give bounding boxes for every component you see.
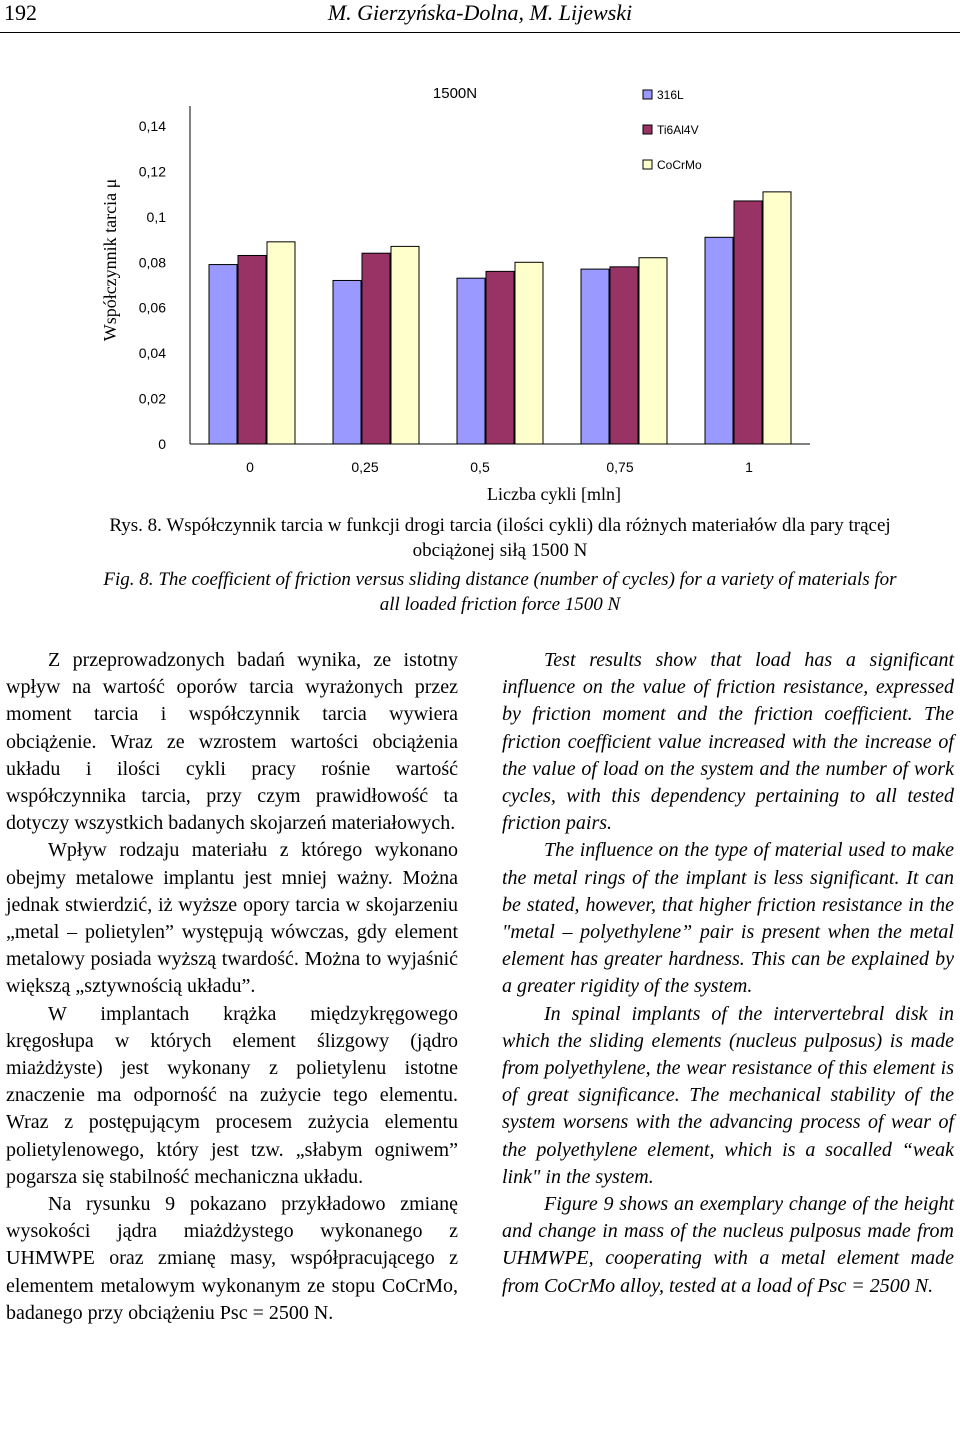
bar [333, 280, 361, 444]
page-header [0, 0, 960, 30]
paragraph-pl-3: W implantach krążka międzykręgowego kręgosłupa w których element ślizgowy (jądro miażdżyste) jest wykonany z polietylenu istotne znaczenie ma odporność na zużycie tego elementu. Wraz z postępującym procesem zużycia elementu polietylenowego, który jest tzw. „słabym ogniwem” pogarsza się stabilność mechaniczna układu. [6, 1002, 458, 1188]
bar [267, 242, 295, 444]
figure-caption-english [100, 567, 900, 617]
paragraph-en-2: The influence on the type of material used to make the metal rings of the implant is less significant. It can be stated, however, that higher friction resistance in the "metal – polyethylene” pair is present when the metal element has greater hardness. This can be explained by a greater rigidity of the system. [502, 839, 954, 998]
header-rule [0, 32, 960, 33]
friction-coefficient-bar-chart [0, 60, 960, 510]
bar [486, 271, 514, 444]
bar [763, 192, 791, 444]
chart-title: 1500N [432, 85, 478, 102]
bar [457, 278, 485, 444]
chart-legend [643, 88, 702, 172]
y-tick-label: 0,06 [138, 299, 166, 316]
paragraph-en-4: Figure 9 shows an exemplary change of the height and change in mass of the nucleus pulposus made from UHMWPE, cooperating with a metal element made from CoCrMo alloy, tested at a load of Psc = 2500 N. [502, 1193, 954, 1297]
x-tick-label: 0,25 [351, 459, 379, 475]
x-tick-label: 0,75 [606, 459, 634, 475]
bar [362, 253, 390, 444]
legend-label: Ti6Al4V [657, 123, 699, 137]
bar [581, 269, 609, 444]
chart-bars [209, 192, 791, 444]
y-tick-label: 0,02 [138, 390, 166, 407]
caption-en-text: The coefficient of friction versus sliding distance (number of cycles) for a variety of materials for all loaded friction force 1500 N [158, 569, 897, 615]
x-tick-label: 0,5 [470, 459, 490, 475]
x-axis-title: Liczba cykli [mln] [487, 484, 621, 504]
bar [639, 258, 667, 444]
figure-caption-polish [100, 513, 900, 563]
x-tick-label: 0 [246, 459, 254, 475]
legend-label: 316L [657, 88, 684, 102]
bar [610, 267, 638, 444]
paragraph-pl-4: Na rysunku 9 pokazano przykładowo zmianę wysokości jądra miażdżystego wykonanego z UHMWPE oraz zmianę masy, współpracującego z elementem metalowym wykonanym ze stopu CoCrMo, badanego przy obciążeniu Psc = 2500 N. [6, 1193, 458, 1324]
y-tick-label: 0,1 [146, 208, 166, 225]
bar [705, 237, 733, 444]
running-authors: M. Gierzyńska-Dolna, M. Lijewski [327, 0, 633, 25]
caption-en-label: Fig. 8. [103, 569, 154, 590]
y-tick-label: 0,14 [138, 118, 166, 134]
x-tick-label: 1 [745, 459, 753, 475]
y-tick-label: 0,12 [138, 163, 166, 180]
legend-label: CoCrMo [657, 158, 702, 172]
paragraph-en-1: Test results show that load has a significant influence on the value of friction resistance, expressed by friction moment and the friction coefficient. The friction coefficient value increased with the increase of the value of load on the system and the number of work cycles, with this dependency pertaining to all tested friction pairs. [502, 649, 954, 835]
legend-swatch [643, 160, 652, 169]
page-number: 192 [4, 0, 37, 25]
bar [391, 246, 419, 444]
paragraph-pl-2: Wpływ rodzaju materiału z którego wykonano obejmy metalowe implantu jest mniej ważny. Można jednak stwierdzić, iż wyższe opory tarcia w skojarzeniu „metal – polietylen” występują wówczas, gdy element metalowy posiada wyższą twardość. Można to wyjaśnić większą „sztywnością układu”. [6, 839, 458, 998]
caption-pl-text: Współczynnik tarcia w funkcji drogi tarcia (ilości cykli) dla różnych materiałów dla pary trącej obciążonej siłą 1500 N [166, 515, 891, 561]
legend-swatch [643, 125, 652, 134]
bar [238, 255, 266, 444]
body-column-polish [6, 647, 458, 1327]
legend-swatch [643, 90, 652, 99]
paragraph-pl-1: Z przeprowadzonych badań wynika, ze istotny wpływ na wartość oporów tarcia wyrażonych przez moment tarcia i współczynnik tarcia wywiera obciążenie. Wraz ze wzrostem wartości obciążenia układu i ilości cykli pracy rośnie wartość współczynnika tarcia, przy czym prawidłowość ta dotyczy wszystkich badanych skojarzeń materiałowych. [6, 649, 458, 835]
bar [515, 262, 543, 444]
bar [209, 265, 237, 444]
caption-pl-label: Rys. 8. [109, 515, 162, 536]
body-column-english [502, 647, 954, 1300]
y-axis-title: Współczynnik tarcia μ [100, 178, 120, 342]
y-tick-label: 0 [158, 436, 166, 452]
bar [734, 201, 762, 444]
y-tick-label: 0,04 [138, 345, 166, 362]
y-tick-label: 0,08 [138, 254, 166, 271]
paragraph-en-3: In spinal implants of the intervertebral disk in which the sliding elements (nucleus pulposus) is made from polyethylene, the wear resistance of this element is of great significance. The mechanical stability of the system worsens with the advancing process of wear of the polyethylene element, which is a socalled “weak link" in the system. [502, 1002, 954, 1188]
